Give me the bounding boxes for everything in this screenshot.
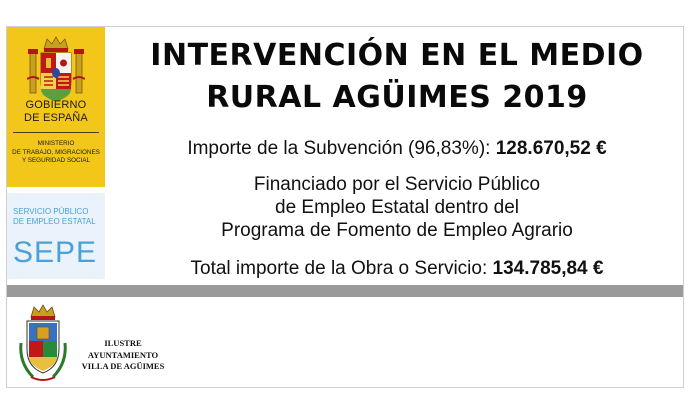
total-amount: 134.785,84 € bbox=[492, 258, 604, 279]
government-name-line2: DE ESPAÑA bbox=[24, 112, 88, 124]
sign-board bbox=[6, 26, 684, 388]
spain-coat-of-arms-icon bbox=[27, 35, 85, 105]
financed-line1: Financiado por el Servicio Público bbox=[253, 174, 541, 195]
title-line2: RURAL AGÜIMES 2019 bbox=[206, 80, 588, 115]
ministry-line1: MINISTERIO bbox=[37, 140, 75, 147]
separator-bar bbox=[7, 285, 683, 297]
subsidy-line bbox=[111, 137, 683, 160]
ministry-name bbox=[7, 140, 105, 166]
municipality-name bbox=[73, 338, 173, 373]
subsidy-amount: 128.670,52 € bbox=[495, 138, 607, 159]
ministry-line2: DE TRABAJO, MIGRACIONES bbox=[12, 148, 100, 156]
sepe-logo-text: SEPE bbox=[13, 236, 98, 269]
government-logo-panel bbox=[7, 27, 105, 187]
sign-title bbox=[111, 35, 683, 119]
ministry-line3: Y SEGURIDAD SOCIAL bbox=[21, 157, 91, 164]
municipality-line1: ILUSTRE bbox=[104, 338, 142, 348]
financed-line3: Programa de Fomento de Empleo Agrario bbox=[221, 220, 573, 241]
municipality-line2: AYUNTAMIENTO bbox=[87, 349, 159, 360]
total-label: Total importe de la Obra o Servicio: bbox=[190, 258, 488, 279]
title-line1: INTERVENCIÓN EN EL MEDIO bbox=[150, 38, 644, 73]
sepe-logo bbox=[7, 193, 105, 279]
government-name-line1: GOBIERNO bbox=[25, 99, 87, 111]
municipality-line3: VILLA DE AGÜIMES bbox=[81, 361, 165, 371]
divider bbox=[13, 132, 99, 133]
sepe-full-name bbox=[13, 207, 99, 227]
total-line bbox=[111, 257, 683, 280]
sepe-small-line1: SERVICIO PÚBLICO bbox=[13, 207, 89, 216]
subsidy-label: Importe de la Subvención (96,83%): bbox=[187, 138, 491, 159]
sepe-small-line2: DE EMPLEO ESTATAL bbox=[13, 217, 96, 226]
aguimes-coat-of-arms-icon bbox=[17, 303, 69, 383]
government-name bbox=[7, 99, 105, 125]
financed-line2: de Empleo Estatal dentro del bbox=[275, 197, 519, 218]
